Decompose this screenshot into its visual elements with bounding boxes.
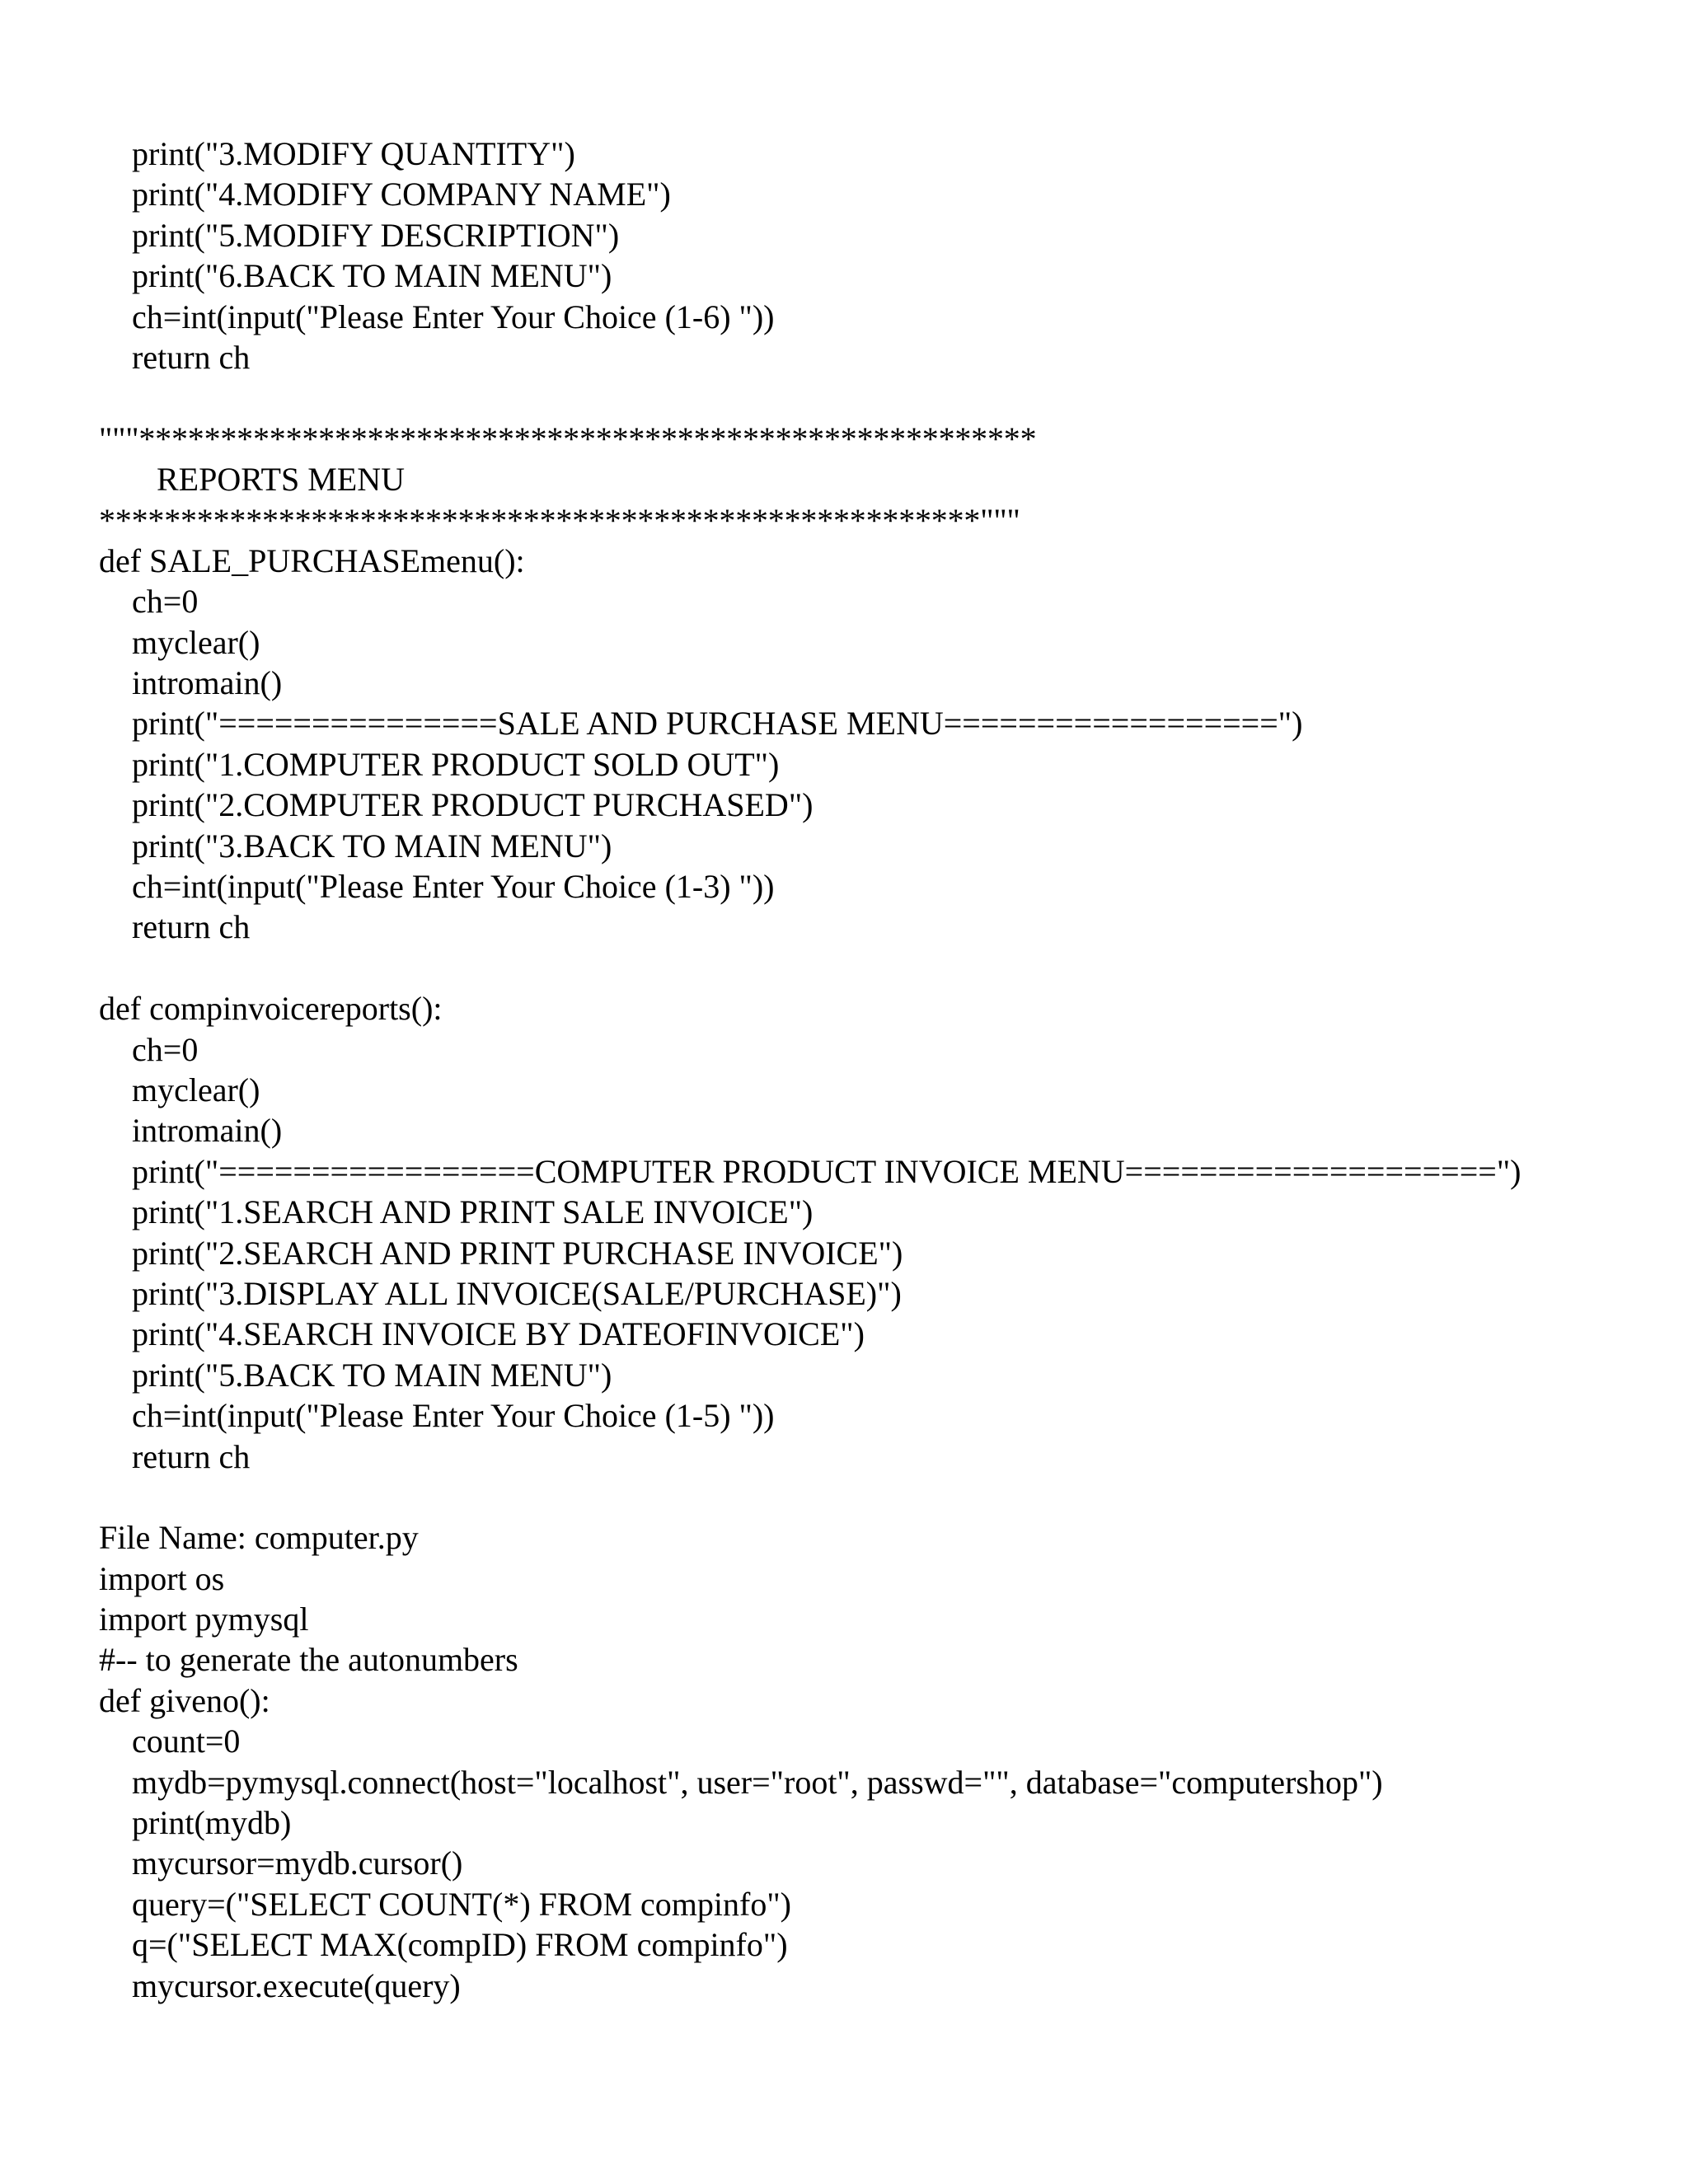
code-line: ch=int(input("Please Enter Your Choice (1-6) "))	[132, 298, 775, 335]
code-line: print("4.SEARCH INVOICE BY DATEOFINVOICE")	[132, 1315, 865, 1353]
code-line: q=("SELECT MAX(compID) FROM compinfo")	[132, 1926, 788, 1964]
code-line: return ch	[132, 1437, 251, 1475]
code-line: def compinvoicereports():	[99, 990, 443, 1028]
code-line: ch=int(input("Please Enter Your Choice (1-3) "))	[132, 868, 775, 906]
code-line: import pymysql	[99, 1601, 309, 1638]
code-line: print("3.MODIFY QUANTITY")	[132, 135, 575, 172]
code-line: def giveno():	[99, 1681, 270, 1719]
code-line: intromain()	[132, 664, 283, 702]
code-line: print("2.COMPUTER PRODUCT PURCHASED")	[132, 786, 814, 824]
code-line: intromain()	[132, 1112, 283, 1150]
code-line: print("1.COMPUTER PRODUCT SOLD OUT")	[132, 745, 780, 783]
code-line: def SALE_PURCHASEmenu():	[99, 541, 525, 579]
code-line: mycursor=mydb.cursor()	[132, 1844, 463, 1882]
code-line: print("===============SALE AND PURCHASE MENU==================")	[132, 705, 1303, 743]
code-line: print("3.BACK TO MAIN MENU")	[132, 827, 612, 865]
code-line: print("6.BACK TO MAIN MENU")	[132, 257, 612, 295]
code-line: print(mydb)	[132, 1804, 292, 1842]
code-line: print("2.SEARCH AND PRINT PURCHASE INVOICE")	[132, 1234, 903, 1272]
code-line: print("1.SEARCH AND PRINT SALE INVOICE")	[132, 1193, 814, 1231]
code-line: print("3.DISPLAY ALL INVOICE(SALE/PURCHASE)")	[132, 1274, 902, 1312]
code-line: return ch	[132, 908, 251, 946]
blank-line	[99, 1477, 1665, 1517]
code-line: mycursor.execute(query)	[132, 1966, 461, 2004]
comment-line: ******************************************************"""	[99, 501, 1020, 539]
code-line: ch=0	[132, 583, 199, 621]
blank-line	[99, 948, 1665, 988]
section-heading: REPORTS MENU	[157, 461, 405, 499]
code-line: print("4.MODIFY COMPANY NAME")	[132, 176, 671, 213]
code-line: query=("SELECT COUNT(*) FROM compinfo")	[132, 1885, 791, 1923]
code-line: return ch	[132, 338, 251, 376]
code-line: myclear()	[132, 1071, 260, 1108]
code-line: mydb=pymysql.connect(host="localhost", user="root", passwd="", database="computershop")	[132, 1763, 1383, 1801]
comment-line: """*******************************************************	[99, 419, 1037, 457]
file-name-label: File Name: computer.py	[99, 1519, 419, 1557]
comment-line: #-- to generate the autonumbers	[99, 1641, 518, 1679]
code-line: ch=int(input("Please Enter Your Choice (1-5) "))	[132, 1397, 775, 1435]
code-listing	[99, 134, 1665, 2006]
code-line: myclear()	[132, 623, 260, 661]
code-line: print("=================COMPUTER PRODUCT INVOICE MENU====================")	[132, 1152, 1522, 1190]
code-line: count=0	[132, 1722, 241, 1760]
code-line: print("5.BACK TO MAIN MENU")	[132, 1356, 612, 1394]
code-line: print("5.MODIFY DESCRIPTION")	[132, 216, 620, 254]
code-line: import os	[99, 1559, 225, 1597]
code-line: ch=0	[132, 1030, 199, 1068]
blank-line	[99, 377, 1665, 418]
